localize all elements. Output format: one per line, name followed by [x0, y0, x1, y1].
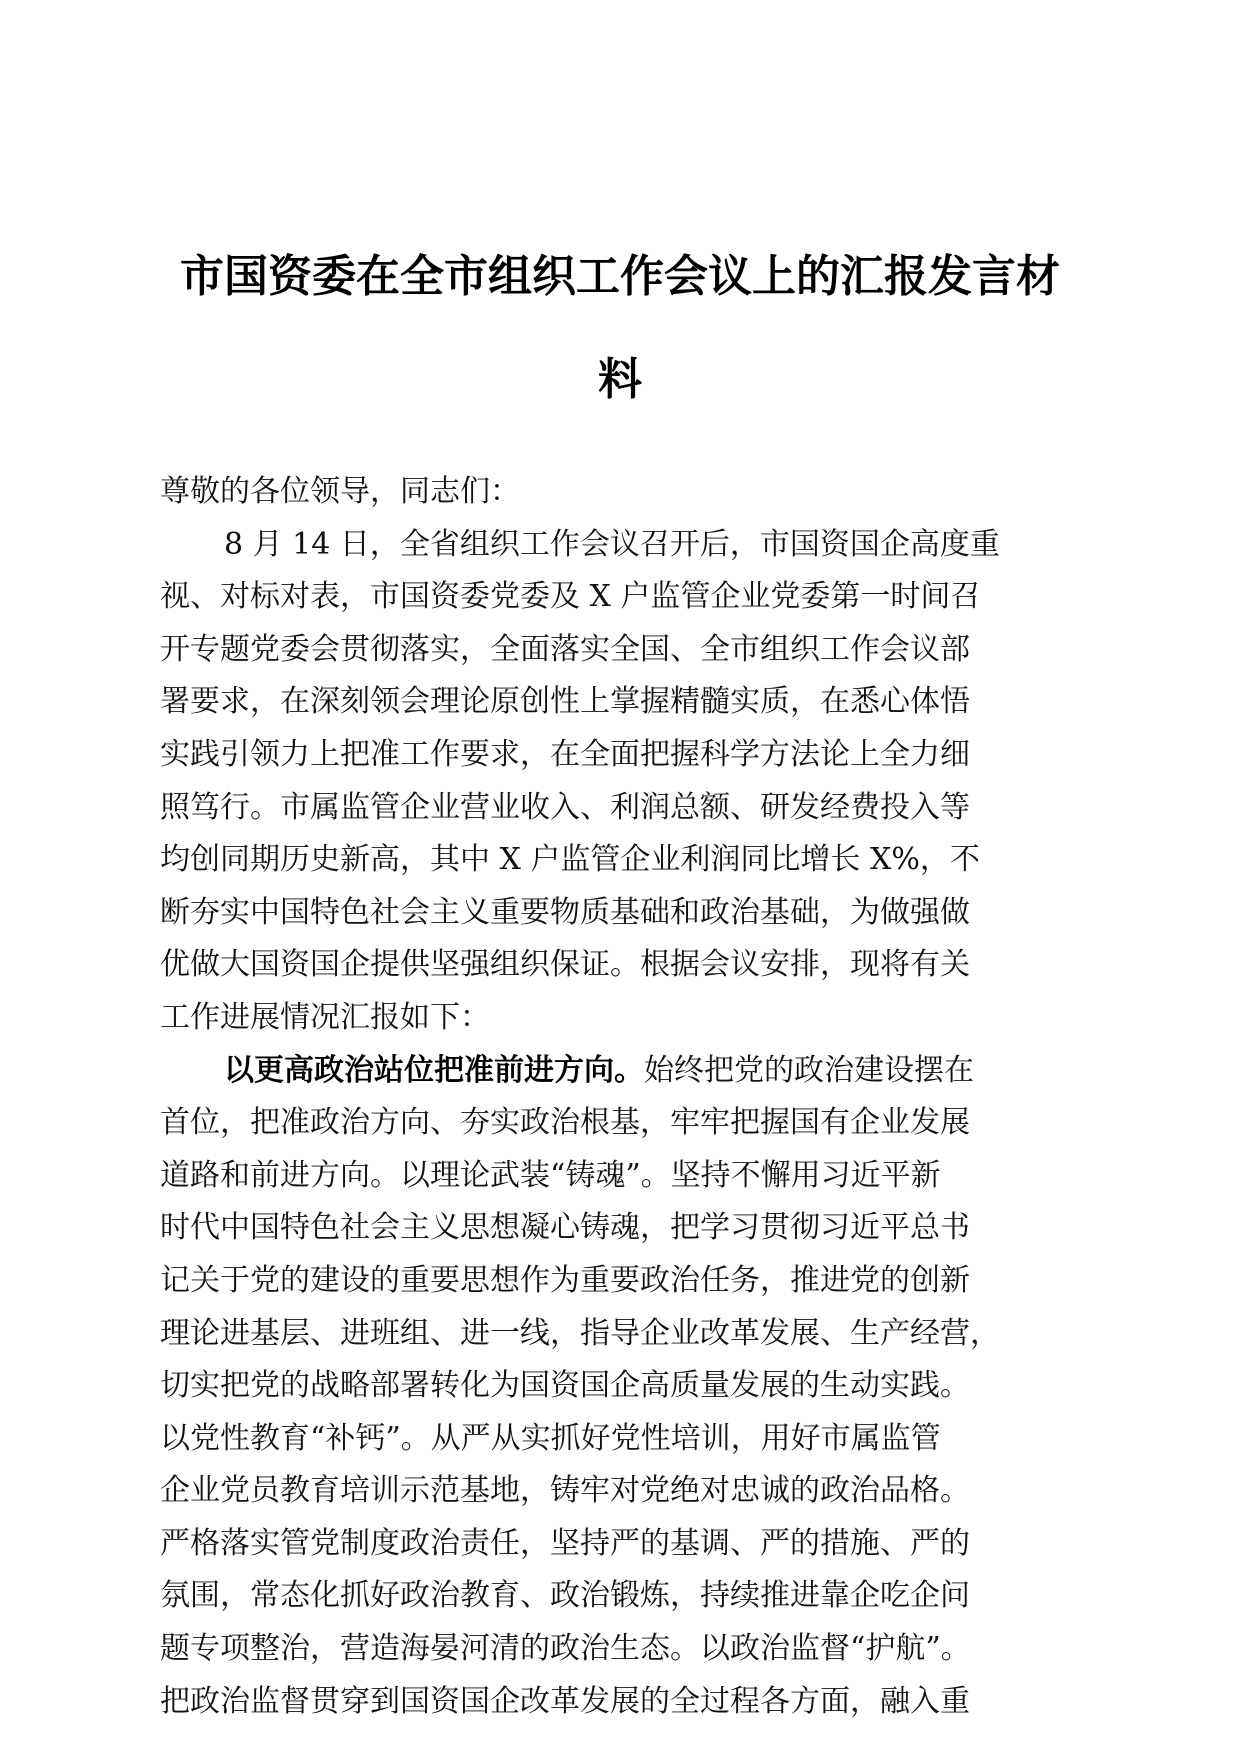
text-line: 断夯实中国特色社会主义重要物质基础和政治基础，为做强做	[160, 894, 970, 930]
section-heading-rest: 始终把党的政治建设摆在	[644, 1052, 974, 1088]
paragraph-intro	[160, 519, 1080, 1045]
section-heading: 以更高政治站位把准前进方向。	[224, 1052, 644, 1088]
text-line: 时代中国特色社会主义思想凝心铸魂，把学习贯彻习近平总书	[160, 1210, 970, 1246]
text-line: 氛围，常态化抓好政治教育、政治锻炼，持续推进靠企吃企问	[160, 1578, 970, 1614]
text-line: 均创同期历史新高，其中 X 户监管企业利润同比增长 X%，不	[160, 842, 980, 878]
text-line: 把政治监督贯穿到国资国企改革发展的全过程各方面，融入重	[160, 1683, 970, 1719]
paragraph-political-stance	[160, 1045, 1080, 1729]
text-line: 照笃行。市属监管企业营业收入、利润总额、研发经费投入等	[160, 789, 970, 825]
text-line: 视、对标对表，市国资委党委及 X 户监管企业党委第一时间召	[160, 579, 981, 615]
text-line: 题专项整治，营造海晏河清的政治生态。以政治监督“护航”。	[160, 1631, 971, 1667]
text-line: 开专题党委会贯彻落实，全面落实全国、全市组织工作会议部	[160, 631, 970, 667]
text-line: 8 月 14 日，全省组织工作会议召开后，市国资国企高度重	[224, 526, 1000, 562]
text-line: 切实把党的战略部署转化为国资国企高质量发展的生动实践。	[160, 1368, 970, 1404]
title-line-2: 料	[598, 354, 642, 405]
text-line	[160, 1045, 1080, 1098]
text-line: 实践引领力上把准工作要求，在全面把握科学方法论上全力细	[160, 736, 970, 772]
text-line: 道路和前进方向。以理论武装“铸魂”。坚持不懈用习近平新	[160, 1157, 941, 1193]
document-title	[150, 225, 1090, 431]
text-line: 记关于党的建设的重要思想作为重要政治任务，推进党的创新	[160, 1262, 970, 1298]
greeting: 尊敬的各位领导，同志们：	[160, 474, 520, 509]
text-line: 署要求，在深刻领会理论原创性上掌握精髓实质，在悉心体悟	[160, 684, 970, 720]
text-line: 以党性教育“补钙”。从严从实抓好党性培训，用好市属监管	[160, 1420, 941, 1456]
document-body	[160, 466, 1080, 1728]
title-line-1: 市国资委在全市组织工作会议上的汇报发言材	[180, 251, 1060, 302]
text-line: 严格落实管党制度政治责任，坚持严的基调、严的措施、严的	[160, 1525, 970, 1561]
text-line: 优做大国资国企提供坚强组织保证。根据会议安排，现将有关	[160, 947, 970, 983]
text-line: 理论进基层、进班组、进一线，指导企业改革发展、生产经营，	[160, 1315, 1000, 1351]
text-line: 工作进展情况汇报如下：	[160, 999, 490, 1035]
text-line: 企业党员教育培训示范基地，铸牢对党绝对忠诚的政治品格。	[160, 1473, 970, 1509]
text-line: 首位，把准政治方向、夯实政治根基，牢牢把握国有企业发展	[160, 1105, 970, 1141]
